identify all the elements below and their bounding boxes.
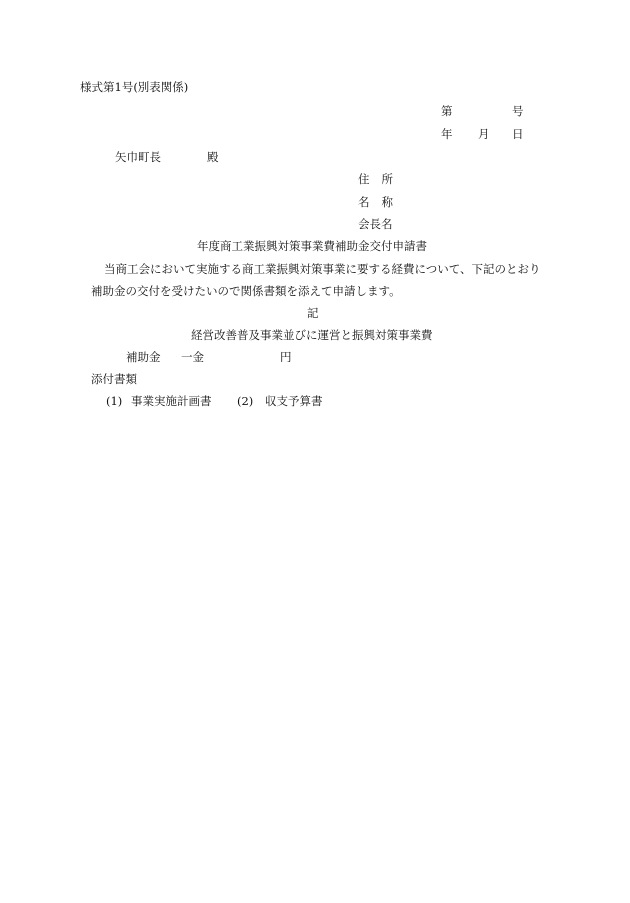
- program-name: 経営改善普及事業並びに運営と振興対策事業費: [191, 328, 433, 342]
- document-title: 年度商工業振興対策事業費補助金交付申請書: [197, 239, 427, 253]
- addressee-honorific: 殿: [207, 150, 219, 164]
- body-text-line-2: 補助金の交付を受けたいので関係書類を添えて申請します。: [91, 284, 401, 298]
- subsidy-amount-label: 補助金: [126, 350, 161, 364]
- form-number: 様式第1号(別表関係): [80, 80, 189, 94]
- attachments-heading: 添付書類: [91, 372, 137, 386]
- applicant-representative-label: 会長名: [358, 217, 393, 231]
- date-year-label: 年: [441, 127, 453, 141]
- subsidy-amount-unit: 円: [280, 350, 292, 364]
- attachment-1-number: (1): [106, 394, 123, 408]
- document-number-suffix: 号: [512, 104, 524, 118]
- date-month-label: 月: [478, 127, 490, 141]
- subsidy-amount-prefix: 一金: [181, 350, 204, 364]
- applicant-address-label: 住所: [358, 172, 405, 186]
- attachment-2-text: 収支予算書: [265, 394, 323, 408]
- attachment-2-number: (2): [237, 394, 254, 408]
- applicant-address-field: [358, 172, 405, 186]
- ki-section-mark: 記: [307, 306, 319, 320]
- applicant-representative-field: [358, 217, 394, 231]
- body-text-line-1: 当商工会において実施する商工業振興対策事業に要する経費について、下記のとおり: [104, 262, 541, 276]
- applicant-name-label: 名称: [358, 195, 405, 209]
- document-number-prefix: 第: [441, 104, 453, 118]
- applicant-name-field: [358, 195, 405, 209]
- addressee-name: 矢巾町長: [115, 150, 161, 164]
- date-day-label: 日: [512, 127, 524, 141]
- attachment-1-text: 事業実施計画書: [131, 394, 212, 408]
